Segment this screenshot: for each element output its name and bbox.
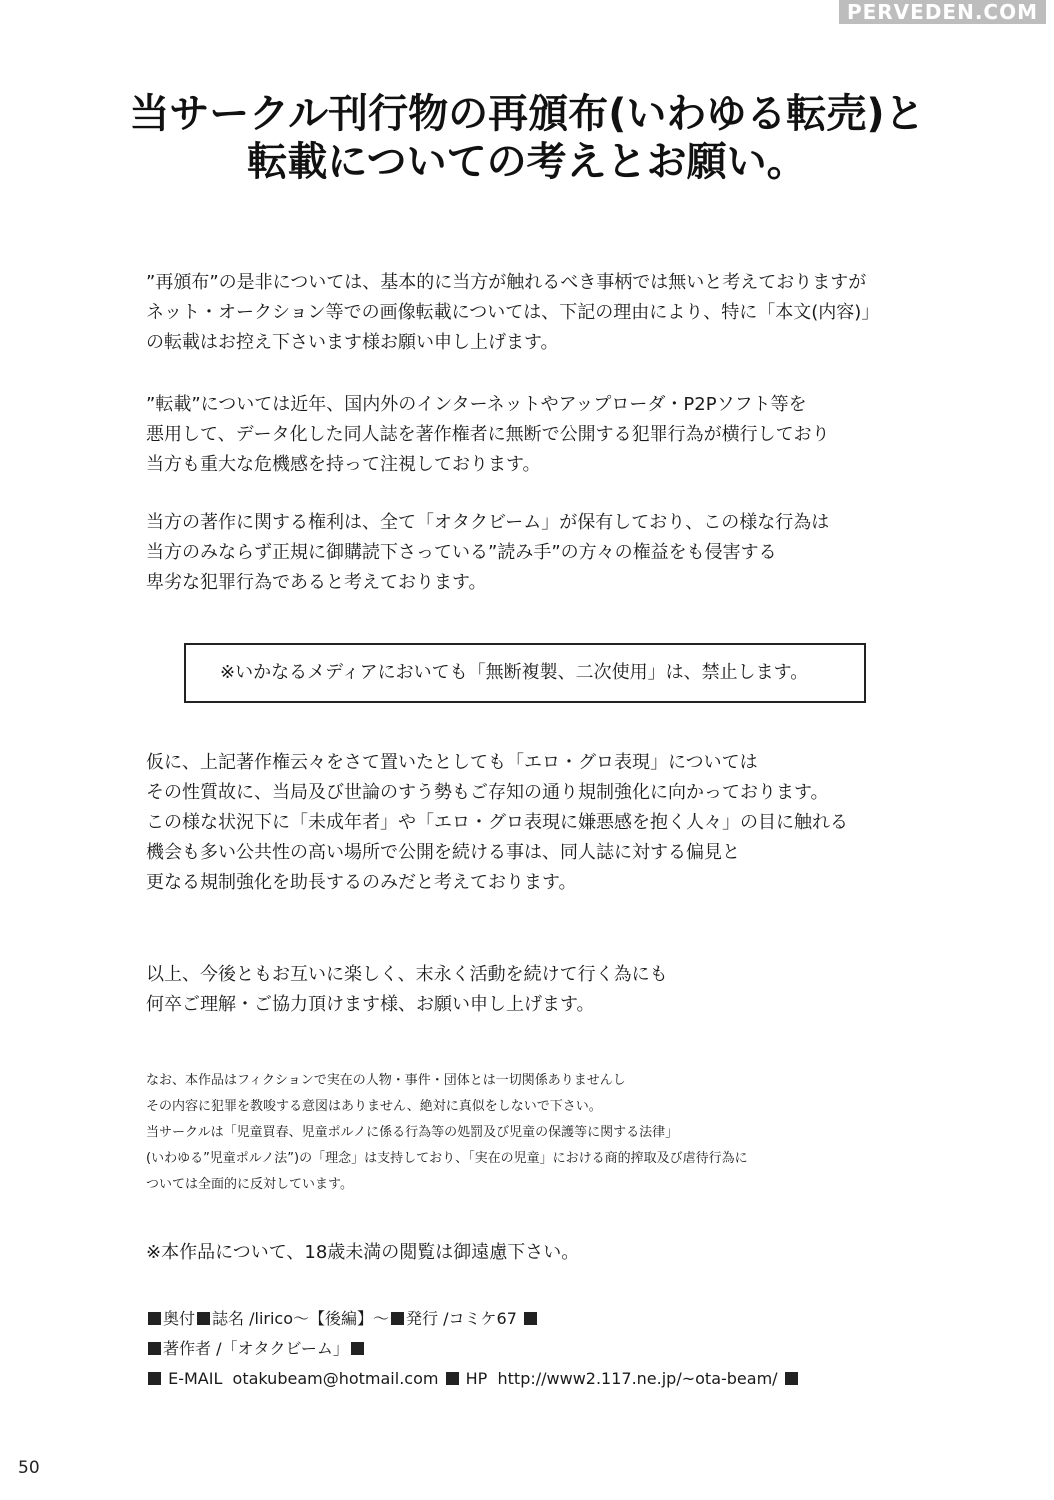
age-notice-text: ※本作品について、18歳未満の閲覧は御遠慮下さい。 (146, 1242, 580, 1263)
paragraph-redistribution (146, 268, 946, 358)
title-label: 誌名 (212, 1309, 245, 1328)
text-line: その性質故に、当局及び世論のすう勢もご存知の通り規制強化に向かっております。 (146, 782, 829, 803)
square-bullet-icon (351, 1342, 364, 1355)
prohibition-notice-text: ※いかなるメディアにおいても「無断複製、二次使用」は、禁止します。 (220, 662, 809, 683)
colophon-line-title (146, 1304, 966, 1334)
text-line: (いわゆる”児童ポルノ法”)の「理念」は支持しており、「実在の児童」における商的搾取及び虐待行為に (146, 1151, 748, 1166)
text-line: 機会も多い公共性の高い場所で公開を続ける事は、同人誌に対する偏見と (146, 842, 740, 863)
square-bullet-icon (197, 1312, 210, 1325)
text-line: 以上、今後ともお互いに楽しく、末永く活動を続けて行く為にも (146, 964, 668, 985)
prohibition-notice-box (184, 643, 866, 703)
author-value: /「オタクビーム」 (216, 1339, 349, 1358)
text-line: の転載はお控え下さいます様お願い申し上げます。 (146, 332, 559, 353)
square-bullet-icon (446, 1372, 459, 1385)
fine-print-disclaimer (146, 1068, 946, 1198)
age-notice (146, 1238, 946, 1268)
text-line: なお、本作品はフィクションで実在の人物・事件・団体とは一切関係ありませんし (146, 1073, 626, 1088)
hp-label: HP (465, 1369, 488, 1388)
text-line: ”転載”については近年、国内外のインターネットやアップローダ・P2Pソフト等を (146, 394, 807, 415)
text-line: この様な状況下に「未成年者」や「エロ・グロ表現に嫌悪感を抱く人々」の目に触れる (146, 812, 848, 833)
text-line: ネット・オークション等での画像転載については、下記の理由により、特に「本文(内容)」 (146, 302, 880, 323)
title-value: /lirico～【後編】～ (249, 1309, 390, 1328)
square-bullet-icon (391, 1312, 404, 1325)
okuzuke-label: 奥付 (163, 1309, 196, 1328)
square-bullet-icon (524, 1312, 537, 1325)
email-label: E-MAIL (168, 1369, 223, 1388)
paragraph-closing (146, 960, 946, 1020)
square-bullet-icon (148, 1342, 161, 1355)
text-line: 卑劣な犯罪行為であると考えております。 (146, 572, 487, 593)
paragraph-rights (146, 508, 946, 598)
text-line: その内容に犯罪を教唆する意図はありません、絶対に真似をしないで下さい。 (146, 1099, 602, 1114)
issue-value: /コミケ67 (443, 1309, 517, 1328)
text-line: 更なる規制強化を助長するのみだと考えております。 (146, 872, 577, 893)
text-line: ついては全面的に反対しています。 (146, 1177, 353, 1192)
author-label: 著作者 (163, 1339, 212, 1358)
colophon-line-contact (146, 1364, 966, 1394)
paragraph-reposting (146, 390, 946, 480)
square-bullet-icon (148, 1372, 161, 1385)
page-number: 50 (18, 1458, 40, 1478)
square-bullet-icon (785, 1372, 798, 1385)
title-line-1: 当サークル刊行物の再頒布(いわゆる転売)と (129, 91, 925, 137)
square-bullet-icon (148, 1312, 161, 1325)
title-line-2: 転載についての考えとお願い。 (247, 139, 807, 185)
watermark-logo: PERVEDEN.COM (839, 0, 1046, 24)
page-title (60, 90, 994, 186)
text-line: 当方の著作に関する権利は、全て「オタクビーム」が保有しており、この様な行為は (146, 512, 830, 533)
text-line: 仮に、上記著作権云々をさて置いたとしても「エロ・グロ表現」については (146, 752, 758, 773)
colophon (146, 1304, 966, 1394)
text-line: 当方も重大な危機感を持って注視しております。 (146, 454, 541, 475)
colophon-line-author (146, 1334, 966, 1364)
text-line: 当サークルは「児童買春、児童ポルノに係る行為等の処罰及び児童の保護等に関する法律」 (146, 1125, 679, 1140)
text-line: 悪用して、データ化した同人誌を著作権者に無断で公開する犯罪行為が横行しており (146, 424, 830, 445)
issue-label: 発行 (406, 1309, 439, 1328)
email-link[interactable]: otakubeam@hotmail.com (232, 1369, 439, 1388)
text-line: 何卒ご理解・ご協力頂けます様、お願い申し上げます。 (146, 994, 595, 1015)
text-line: ”再頒布”の是非については、基本的に当方が触れるべき事柄では無いと考えておりますが (146, 272, 867, 293)
paragraph-expression (146, 748, 946, 898)
text-line: 当方のみならず正規に御購読下さっている”読み手”の方々の権益をも侵害する (146, 542, 777, 563)
hp-link[interactable]: http://www2.117.ne.jp/~ota-beam/ (497, 1369, 778, 1388)
